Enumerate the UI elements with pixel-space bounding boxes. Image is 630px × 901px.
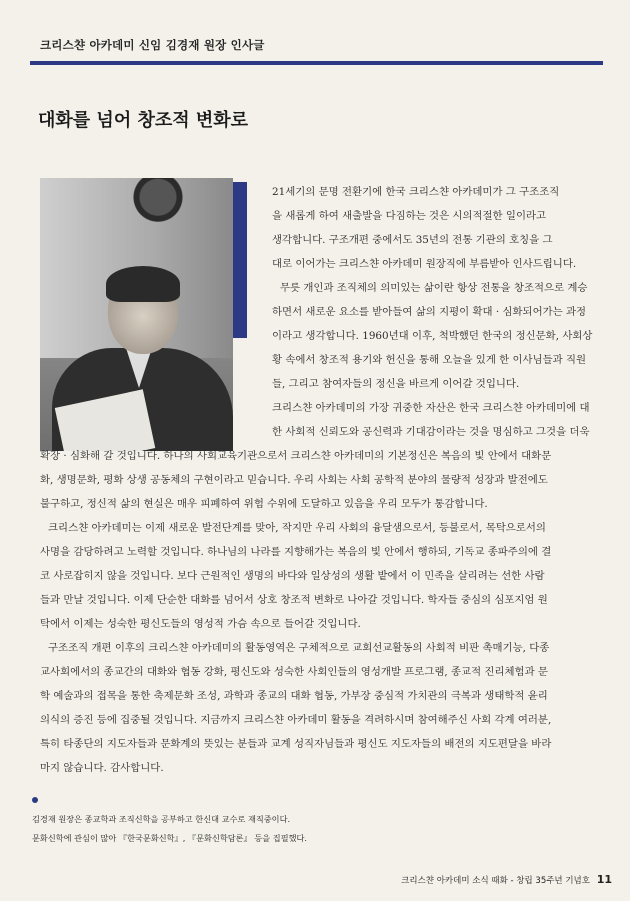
body-line: 확장 · 심화해 갈 것입니다. 하나의 사회교육기관으로서 크리스챤 아카데미의 기본정신은 복음의 빛 안에서 대화문: [40, 450, 552, 462]
portrait-photo: [40, 178, 233, 451]
accent-bar: [233, 182, 247, 338]
footer-label: 크리스챤 아카데미 소식 때화 - 창립 35주년 기념호: [401, 876, 590, 886]
body-line: 크리스챤 아카데미는 이제 새로운 발전단계를 맞아, 작지만 우리 사회의 융달샘으로서, 등불로서, 목탁으로서의: [48, 522, 546, 534]
body-line: 크리스챤 아카데미의 가장 귀중한 자산은 한국 크리스챤 아카데미에 대: [272, 402, 590, 414]
page-title: 대화를 넘어 창조적 변화로: [38, 110, 249, 131]
author-note-line: 김경재 원장은 종교학과 조직신학을 공부하고 한신대 교수로 재직중이다.: [32, 814, 291, 824]
body-line: 학 예술과의 접목을 통한 축제문화 조성, 과학과 종교의 대화 협동, 가부장 중심적 가치관의 극복과 생태학적 윤리: [40, 690, 548, 702]
header-rule: [30, 61, 603, 65]
body-line: 교사회에서의 종교간의 대화와 협동 강화, 평신도와 성숙한 사회인들의 영성개발 프로그램, 종교적 진리체험과 문: [40, 666, 548, 678]
body-line: 한 사회적 신뢰도와 공신력과 기대감이라는 것을 명심하고 그것을 더욱: [272, 426, 590, 438]
body-line: 하면서 새로운 요소를 받아들여 삶의 지평이 확대 · 심화되어가는 과정: [272, 306, 587, 318]
body-line: 탁에서 이제는 성숙한 평신도들의 영성적 가슴 속으로 들어갈 것입니다.: [40, 618, 361, 630]
person-hair-shape: [106, 266, 180, 302]
body-line: 구조조직 개편 이후의 크리스챤 아카데미의 활동영역은 구체적으로 교회선교활동의 사회적 비판 촉매기능, 다종: [48, 642, 550, 654]
wall-clock-shape: [128, 178, 188, 226]
body-line: 무릇 개인과 조직체의 의미있는 삶이란 항상 전통을 창조적으로 계승: [280, 282, 588, 294]
body-line: 마지 않습니다. 감사합니다.: [40, 762, 164, 774]
body-line: 화, 생명문화, 평화 상생 공동체의 구현이라고 믿습니다. 우리 사회는 사회 공학적 분야의 물량적 성장과 발전에도: [40, 474, 548, 486]
body-line: 대로 이어가는 크리스챤 아카데미 원장직에 부름받아 인사드립니다.: [272, 258, 577, 270]
body-line: 특히 타종단의 지도자들과 문화계의 뜻있는 분들과 교계 성직자님들과 평신도 지도자들의 배전의 지도편달을 바라: [40, 738, 552, 750]
page-footer: [401, 873, 612, 886]
author-note: [32, 810, 307, 848]
body-line: 의식의 증진 등에 집중될 것입니다. 지금까지 크리스챤 아카데미 활동을 격려하시며 참여해주신 사회 각계 여러분,: [40, 714, 552, 726]
body-line: 불구하고, 정신적 삶의 현실은 매우 피폐하여 위험 수위에 도달하고 있음을 우리 모두가 통감합니다.: [40, 498, 488, 510]
body-line: 코 사로잡히지 않을 것입니다. 보다 근원적인 생명의 바다와 일상성의 생활 밭에서 이 민족을 살리려는 선한 사람: [40, 570, 545, 582]
header-title: 크리스챤 아카데미 신임 김경재 원장 인사글: [40, 38, 265, 52]
body-line: 21세기의 문명 전환기에 한국 크리스챤 아카데미가 그 구조조직: [272, 186, 560, 198]
body-line: 이라고 생각합니다. 1960년대 이후, 척박했던 한국의 정신문화, 사회상: [272, 330, 593, 342]
body-line: 황 속에서 창조적 용기와 헌신을 통해 오늘을 있게 한 이사님들과 직원: [272, 354, 587, 366]
page-number: 11: [596, 873, 612, 886]
body-line: 들과 만날 것입니다. 이제 단순한 대화를 넘어서 상호 창조적 변화로 나아갈 것입니다. 학자들 중심의 심포지엄 원: [40, 594, 548, 606]
body-line: 을 새롭게 하여 새출발을 다짐하는 것은 시의적절한 일이라고: [272, 210, 547, 222]
body-line: 들, 그리고 참여자들의 정신을 바르게 이어갈 것입니다.: [272, 378, 520, 390]
body-line: 사명을 감당하려고 노력할 것입니다. 하나님의 나라를 지향해가는 복음의 빛 안에서 행하되, 기독교 종파주의에 결: [40, 546, 552, 558]
body-line: 생각합니다. 구조개편 중에서도 35년의 전통 기관의 호칭을 그: [272, 234, 553, 246]
author-note-line: 문화신학에 관심이 많아 『한국문화신학』, 『문화신학담론』 등을 집필했다.: [32, 833, 308, 843]
note-bullet-icon: [32, 797, 38, 803]
